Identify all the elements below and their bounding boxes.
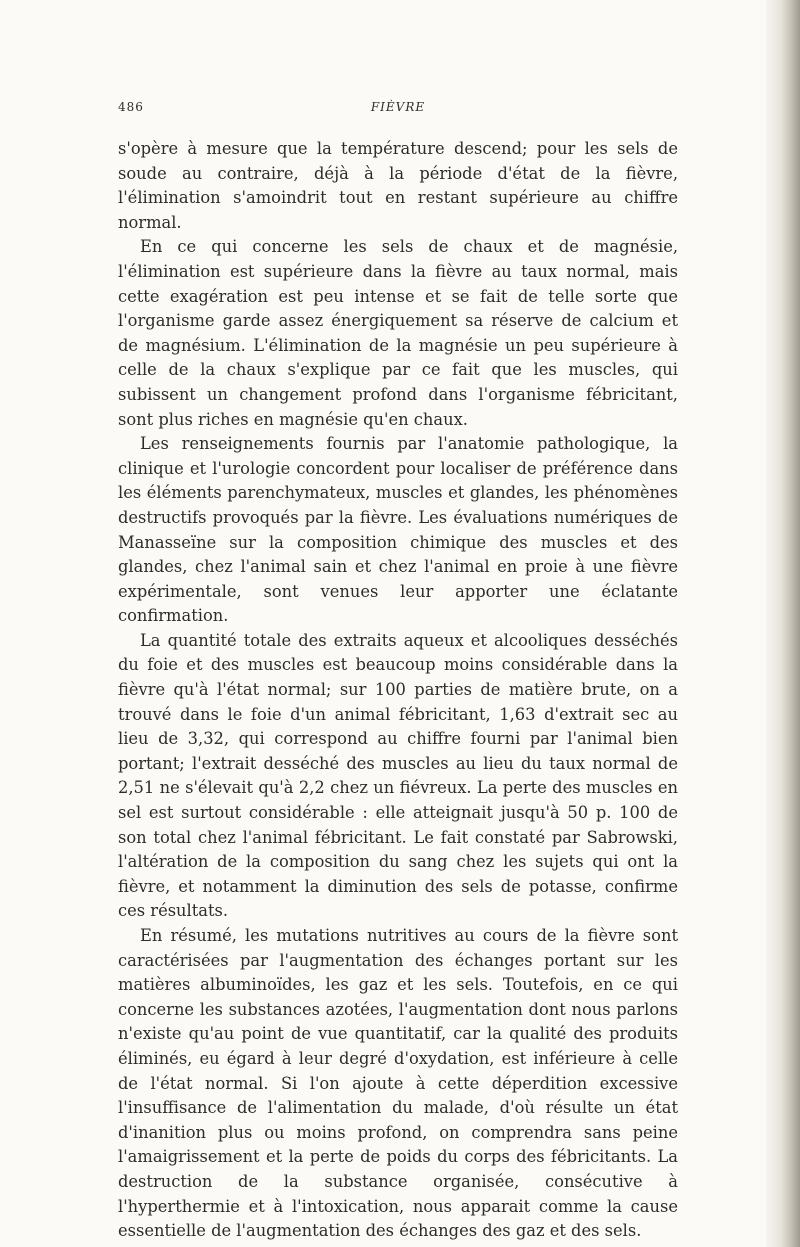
page-number: 486 bbox=[118, 100, 144, 114]
paragraph: s'opère à mesure que la température descend; pour les sels de soude au contraire, déjà à la période d'état de la fièvre, l'élimination s'amoindrit tout en restant supérieure au chiffre normal. bbox=[118, 139, 678, 232]
paragraph: Les renseignements fournis par l'anatomie pathologique, la clinique et l'urologie concordent pour localiser de préférence dans les éléments parenchymateux, muscles et glandes, les phénomènes destructifs provoqués par la fièvre. Les évaluations numériques de Manasseïne sur la composition chimique des muscles et des glandes, chez l'animal sain et chez l'animal en proie à une fièvre expérimentale, sont venues leur apporter une éclatante confirmation. bbox=[118, 434, 678, 626]
body-text bbox=[118, 137, 678, 1244]
paragraph: La quantité totale des extraits aqueux et alcooliques desséchés du foie et des muscles est beaucoup moins considérable dans la fièvre qu'à l'état normal; sur 100 parties de matière brute, on a trouvé dans le foie d'un animal fébricitant, 1,63 d'extrait sec au lieu de 3,32, qui correspond au chiffre fourni par l'animal bien portant; l'extrait desséché des muscles au lieu du taux normal de 2,51 ne s'élevait qu'à 2,2 chez un fiévreux. La perte des muscles en sel est surtout considérable : elle atteignait jusqu'à 50 p. 100 de son total chez l'animal fébricitant. Le fait constaté par Sabrowski, l'altération de la composition du sang chez les sujets qui ont la fièvre, et notamment la diminution des sels de potasse, confirme ces résultats. bbox=[118, 630, 678, 921]
running-title: FIÈVRE bbox=[370, 100, 426, 114]
running-head bbox=[118, 100, 678, 120]
paragraph: En résumé, les mutations nutritives au cours de la fièvre sont caractérisées par l'augmentation des échanges portant sur les matières albuminoïdes, les gaz et les sels. Toutefois, en ce qui concerne les substances azotées, l'augmentation dont nous parlons n'existe qu'au point de vue quantitatif, car la qualité des produits éliminés, eu égard à leur degré d'oxydation, est inférieure à celle de l'état normal. Si l'on ajoute à cette déperdition excessive l'insuffisance de l'alimentation du malade, d'où résulte un état d'inanition plus ou moins profond, on comprendra sans peine l'amaigrissement et la perte de poids du corps des fébricitants. La destruction de la substance organisée, consécutive à l'hyperthermie et à l'intoxication, nous apparait comme la cause essentielle de l'augmentation des échanges des gaz et des sels. bbox=[118, 926, 678, 1241]
paragraph: En ce qui concerne les sels de chaux et de magnésie, l'élimination est supérieure dans la fièvre au taux normal, mais cette exagération est peu intense et se fait de telle sorte que l'organisme garde assez énergiquement sa réserve de calcium et de magnésium. L'élimination de la magnésie un peu supérieure à celle de la chaux s'explique par ce fait que les muscles, qui subissent un changement profond dans l'organisme fébricitant, sont plus riches en magnésie qu'en chaux. bbox=[118, 237, 678, 429]
page-edge-shadow bbox=[766, 0, 800, 1247]
